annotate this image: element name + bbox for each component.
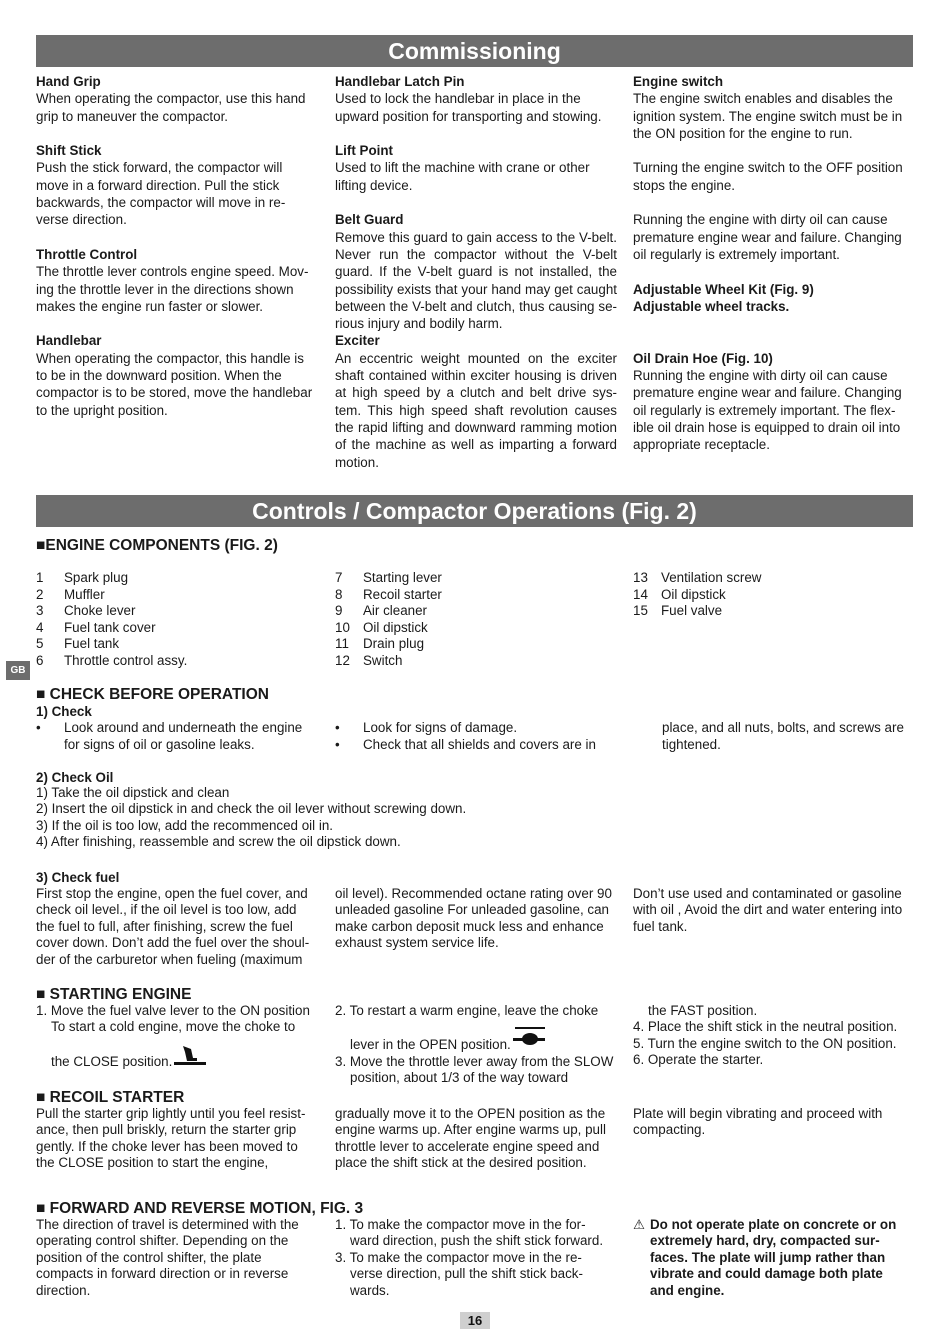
motion-step-3: 3. To make the compactor move in the re-verse direction, pull the shift stick back-wards. [335,1249,583,1298]
throttle-control-text: The throttle lever controls engine speed. Mov-ing the throttle lever in the directions shown makes the engine run faster or slower. [36,264,309,314]
start-step-3: 3. Move the throttle lever away from the SLOW position, about 1/3 of the way toward [335,1053,614,1086]
exciter-text: An eccentric weight mounted on the exciter shaft contained within exciter housing is driven at high speed by a clutch and belt drive sys-tem. This high speed shaft revolution causes the rapid lifting and downward ramming motion of the machine as well as imparting a forward motion. [335,350,617,470]
start-step-4: 4. Place the shift stick in the neutral position. [633,1019,898,1035]
forward-reverse-col-2 [335,1217,609,1299]
recoil-col-3: Plate will begin vibrating and proceed with compacting. [633,1106,883,1138]
start-step-2-open: lever in the OPEN position. [335,1027,625,1053]
list-item: 13 Ventilation screw [633,570,762,585]
latch-pin-heading: Handlebar Latch Pin [335,74,465,89]
starting-steps-col-2 [335,1003,625,1087]
warning-icon: ⚠ [633,1217,646,1232]
hand-grip-text: When operating the compactor, use this hand grip to maneuver the compactor. [36,91,306,124]
list-item: 6 Throttle control assy. [36,652,188,668]
start-step-1: 1. Move the fuel valve lever to the ON position [36,1003,310,1018]
engine-off-text: Turning the engine switch to the OFF position stops the engine. [633,160,903,193]
list-item: 15 Fuel valve [633,603,723,618]
throttle-control-heading: Throttle Control [36,246,138,262]
commissioning-column-3 [633,73,915,454]
commissioning-column-1 [36,73,318,419]
list-item: 11 Drain plug [335,636,425,651]
list-item: 14 Oil dipstick [633,586,726,602]
oil-drain-text: Running the engine with dirty oil can cause premature engine wear and failure. Changing oil regularly is extremely important. The flex-ible oil drain hose is equipped to drain oil into appropriate receptacle. [633,368,902,453]
list-item: 2) Insert the oil dipstick in and check the oil lever without screwing down. [36,801,467,817]
page-number: 16 [460,1312,490,1329]
list-item: 7 Starting lever [335,570,442,585]
starting-steps-col-1 [36,1003,326,1070]
engine-components-heading: ■ENGINE COMPONENTS (FIG. 2) [36,537,278,554]
dirty-oil-text: Running the engine with dirty oil can cause premature engine wear and failure. Changing oil regularly is extremely important. [633,212,902,262]
list-item: 4) After finishing, reassemble and screw the oil dipstick down. [36,834,401,850]
check-fuel-col-2: oil level). Recommended octane rating over 90 unleaded gasoline For unleaded gasoline, can make carbon deposit muck less and enhance exhaust system service life. [335,886,612,951]
engine-switch-text: The engine switch enables and disables the ignition system. The engine switch must be in the ON position for the engine to run. [633,91,903,141]
language-tab-gb: GB [6,661,30,680]
list-item: 12 Switch [335,652,403,668]
start-step-3-continued: the FAST position. [648,1003,758,1018]
motion-step-1: 1. To make the compactor move in the for-ward direction, push the shift stick forward. [335,1217,604,1249]
check-bullet-3-continued: place, and all nuts, bolts, and screws are tightened. [662,720,904,753]
check-bullet-3: • Check that all shields and covers are in [335,737,596,753]
recoil-col-1: Pull the starter grip lightly until you feel resist-ance, then pull briskly, return the starter grip gently. If the choke lever has been moved to the CLOSE position to start the engine, [36,1106,306,1171]
wheel-kit-text: Adjustable wheel tracks. [633,298,790,314]
components-list-3 [633,570,915,620]
shift-stick-text: Push the stick forward, the compactor will move in a forward direction. Pull the stick backwards, the compactor will move in re-verse direction. [36,160,286,228]
forward-reverse-heading: ■ FORWARD AND REVERSE MOTION, FIG. 3 [36,1200,364,1217]
list-item: 10 Oil dipstick [335,619,428,635]
start-step-6: 6. Operate the starter. [633,1052,764,1068]
wheel-kit-heading: Adjustable Wheel Kit (Fig. 9) [633,281,814,297]
choke-close-icon [173,1044,207,1070]
start-step-1-cold: To start a cold engine, move the choke to [51,1019,296,1035]
warning-note [633,1217,908,1299]
components-list-1 [36,570,318,669]
choke-open-icon [512,1027,546,1053]
oil-drain-heading: Oil Drain Hoe (Fig. 10) [633,350,773,366]
controls-banner: Controls / Compactor Operations (Fig. 2) [36,495,913,527]
list-item: 5 Fuel tank [36,636,120,651]
shift-stick-heading: Shift Stick [36,143,102,159]
exciter-heading: Exciter [335,333,380,349]
check-bullet-2: • Look for signs of damage. [335,720,518,735]
list-item: 8 Recoil starter [335,586,442,602]
check-fuel-col-3: Don’t use used and contaminated or gasoline with oil , Avoid the dirt and water entering into fuel tank. [633,886,903,934]
check-fuel-heading: 3) Check fuel [36,870,120,885]
commissioning-column-2 [335,73,617,471]
components-list-2 [335,570,617,669]
lift-point-text: Used to lift the machine with crane or other lifting device. [335,160,590,193]
belt-guard-heading: Belt Guard [335,212,404,228]
list-item: 3 Choke lever [36,603,136,618]
latch-pin-text: Used to lock the handlebar in place in the upward position for transporting and stowing. [335,91,602,124]
starting-engine-heading: ■ STARTING ENGINE [36,986,192,1003]
recoil-col-2: gradually move it to the OPEN position as the engine warms up. After engine warms up, pull throttle lever to accelerate engine speed and place the shift stick at the desired position. [335,1106,606,1171]
list-item: 3) If the oil is too low, add the recommenced oil in. [36,817,333,833]
handlebar-text: When operating the compactor, this handle is to be in the downward position. When the compactor is to be stored, move the handlebar to the upright position. [36,350,313,418]
list-item: 4 Fuel tank cover [36,619,156,635]
handlebar-heading: Handlebar [36,333,102,349]
check-oil-steps [36,785,736,851]
starting-steps-col-3 [633,1003,915,1069]
check-bullets-2 [335,719,617,754]
forward-reverse-col-1: The direction of travel is determined with the operating control shifter. Depending on the position of the control shifter, the plate compacts in forward direction or in reverse direction. [36,1217,299,1298]
list-item: 1 Spark plug [36,570,129,585]
check-subheading: 1) Check [36,704,92,719]
belt-guard-text: Remove this guard to gain access to the V-belt. Never run the compactor without the V-belt guard. If the V-belt guard is not installed, the possibility exists that your hand may get caught between the V-belt and clutch, thus causing se-rious injury and bodily harm. [335,229,617,332]
start-step-2: 2. To restart a warm engine, leave the choke [335,1003,599,1018]
check-before-heading: ■ CHECK BEFORE OPERATION [36,686,269,703]
recoil-starter-heading: ■ RECOIL STARTER [36,1089,185,1106]
check-bullet-1: • Look around and underneath the engine for signs of oil or gasoline leaks. [36,720,303,753]
list-item: 1) Take the oil dipstick and clean [36,785,230,800]
commissioning-banner: Commissioning [36,35,913,67]
check-fuel-col-1: First stop the engine, open the fuel cover, and check oil level., if the oil level is too low, add the fuel to full, after finishing, screw the fuel cover down. Don’t add the fuel over the shoul-der of the carburetor when fueling (maximum [36,886,310,967]
check-oil-heading: 2) Check Oil [36,770,114,785]
start-step-5: 5. Turn the engine switch to the ON position. [633,1035,897,1051]
start-step-1-close: the CLOSE position. [36,1044,326,1070]
engine-switch-heading: Engine switch [633,74,724,89]
list-item: 2 Muffler [36,586,105,602]
warning-text: Do not operate plate on concrete or on extremely hard, dry, compacted sur-faces. The plate will jump rather than vibrate and could damage both plate and engine. [650,1217,897,1298]
list-item: 9 Air cleaner [335,603,428,618]
hand-grip-heading: Hand Grip [36,74,101,89]
lift-point-heading: Lift Point [335,143,394,159]
